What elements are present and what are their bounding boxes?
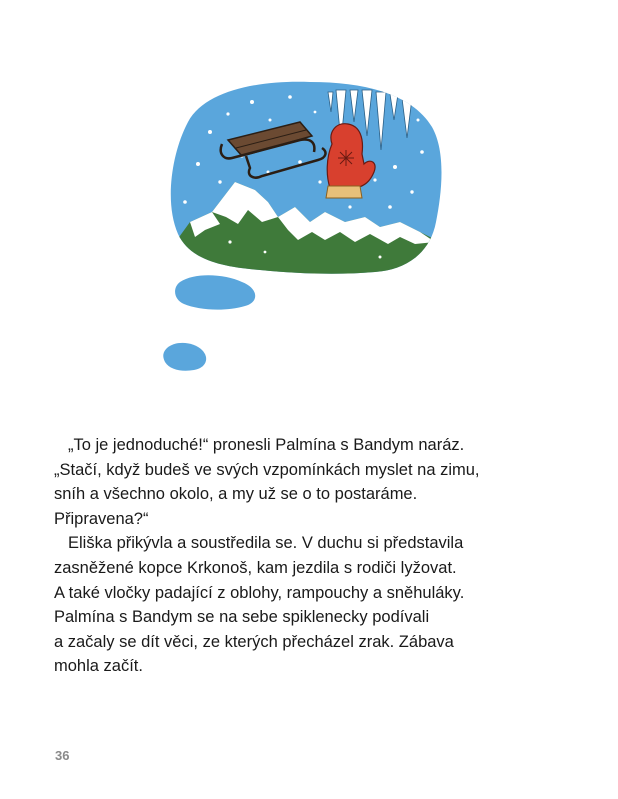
- story-line: Eliška přikývla a soustředila se. V duchu si představila: [68, 534, 464, 553]
- story-line: sníh a všechno okolo, a my už se o to postaráme.: [54, 485, 418, 504]
- thought-bubble: [150, 82, 450, 282]
- story-line: a začaly se dít věci, ze kterých přecházel zrak. Zábava: [54, 632, 454, 651]
- story-line: zasněžené kopce Krkonoš, kam jezdila s rodiči lyžovat.: [54, 558, 457, 577]
- story-text: [54, 433, 574, 679]
- page-number: 36: [55, 748, 70, 763]
- winter-thought-bubble-illustration: [150, 72, 450, 382]
- story-line: mohla začít.: [54, 657, 143, 676]
- story-line: „Stačí, když budeš ve svých vzpomínkách myslet na zimu,: [54, 460, 480, 479]
- thought-bubble-small: [175, 275, 255, 309]
- story-line: Připravena?“: [54, 509, 149, 528]
- story-line: „To je jednoduché!“ pronesli Palmína s Bandym naráz.: [68, 436, 465, 454]
- thought-bubble-smallest: [163, 343, 206, 371]
- story-line: A také vločky padající z oblohy, rampouchy a sněhuláky.: [54, 583, 465, 602]
- story-line: Palmína s Bandym se na sebe spiklenecky podívali: [54, 608, 430, 627]
